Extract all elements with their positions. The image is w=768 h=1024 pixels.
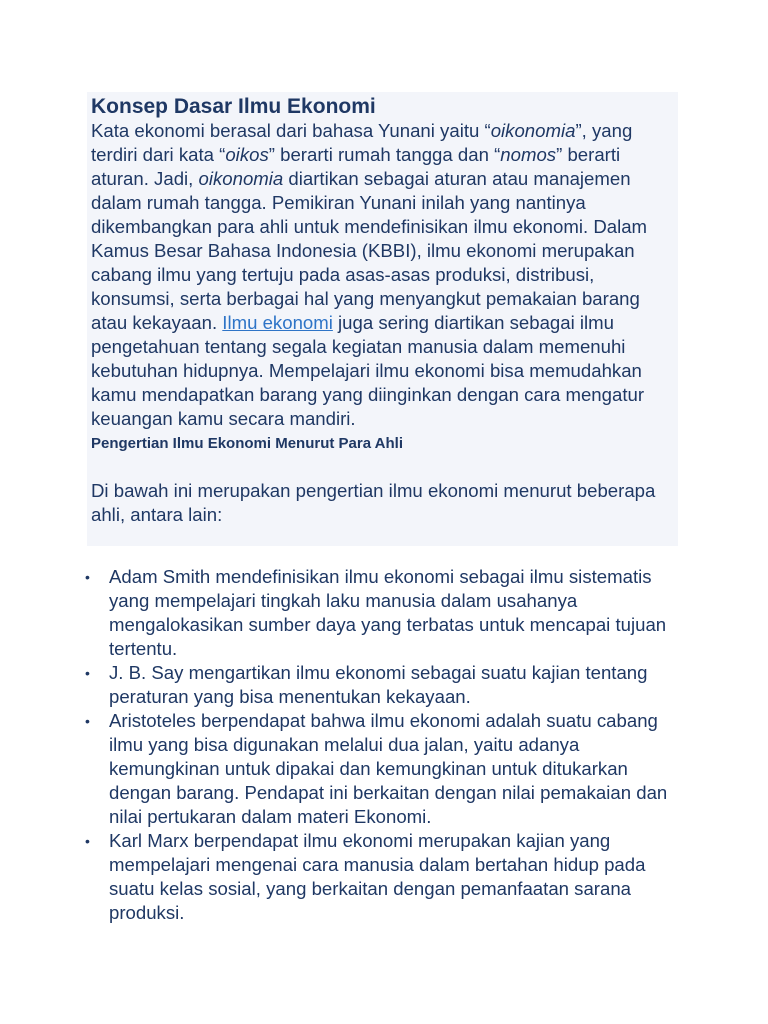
bullet-icon: • — [85, 665, 90, 681]
list-item-text: Adam Smith mendefinisikan ilmu ekonomi sebagai ilmu sistematis yang mempelajari tingkah laku manusia dalam usahanya mengalokasikan sumber daya yang terbatas untuk mencapai tujuan tertentu. — [109, 566, 667, 659]
intro-paragraph — [91, 119, 681, 431]
list-item-text: Aristoteles berpendapat bahwa ilmu ekonomi adalah suatu cabang ilmu yang bisa digunakan melalui dua jalan, yaitu adanya kemungkinan untuk dipakai dan kemungkinan untuk ditukarkan dengan barang. Pendapat ini berkaitan dengan nilai pemakaian dan nilai pertukaran dalam materi Ekonomi. — [109, 710, 668, 827]
bullet-icon: • — [85, 833, 90, 849]
list-item — [85, 565, 681, 661]
para-text: ”, yang terdiri dari kata “ — [91, 120, 633, 165]
ilmu-ekonomi-link[interactable]: Ilmu ekonomi — [222, 312, 333, 333]
list-item — [85, 661, 681, 709]
list-item — [85, 829, 681, 925]
list-item — [85, 709, 681, 829]
para-italic-term: nomos — [500, 144, 557, 165]
para-italic-term: oikonomia — [198, 168, 284, 189]
list-item-text: J. B. Say mengartikan ilmu ekonomi sebagai suatu kajian tentang peraturan yang bisa menentukan kekayaan. — [109, 662, 648, 707]
bullet-icon: • — [85, 569, 90, 585]
list-item-text: Karl Marx berpendapat ilmu ekonomi merupakan kajian yang mempelajari mengenai cara manusia dalam bertahan hidup pada suatu kelas sosial, yang berkaitan dengan pemanfaatan sarana produksi. — [109, 830, 646, 923]
article-title: Konsep Dasar Ilmu Ekonomi — [91, 95, 376, 118]
article-section — [91, 94, 681, 527]
para-text: juga sering diartikan sebagai ilmu pengetahuan tentang segala kegiatan manusia dalam memenuhi kebutuhan hidupnya. Mempelajari ilmu ekonomi bisa memudahkan kamu mendapatkan barang yang diinginkan dengan cara mengatur keuangan kamu secara mandiri. — [91, 312, 645, 429]
experts-list — [85, 565, 681, 925]
para-text: diartikan sebagai aturan atau manajemen dalam rumah tangga. Pemikiran Yunani inilah yang nantinya dikembangkan para ahli untuk mendefinisikan ilmu ekonomi. Dalam Kamus Besar Bahasa Indonesia (KBBI), ilmu ekonomi merupakan cabang ilmu yang tertuju pada asas-asas produksi, distribusi, konsumsi, serta berbagai hal yang menyangkut pemakaian barang atau kekayaan. — [91, 168, 648, 333]
para-text: ” berarti aturan. Jadi, — [91, 144, 621, 189]
list-intro-paragraph: Di bawah ini merupakan pengertian ilmu ekonomi menurut beberapa ahli, antara lain: — [91, 480, 656, 525]
bullet-icon: • — [85, 713, 90, 729]
section-subheading: Pengertian Ilmu Ekonomi Menurut Para Ahli — [91, 435, 403, 452]
para-italic-term: oikonomia — [490, 120, 576, 141]
para-italic-term: oikos — [225, 144, 269, 165]
para-text: ” berarti rumah tangga dan “ — [268, 144, 501, 165]
para-text: Kata ekonomi berasal dari bahasa Yunani yaitu “ — [91, 120, 491, 141]
